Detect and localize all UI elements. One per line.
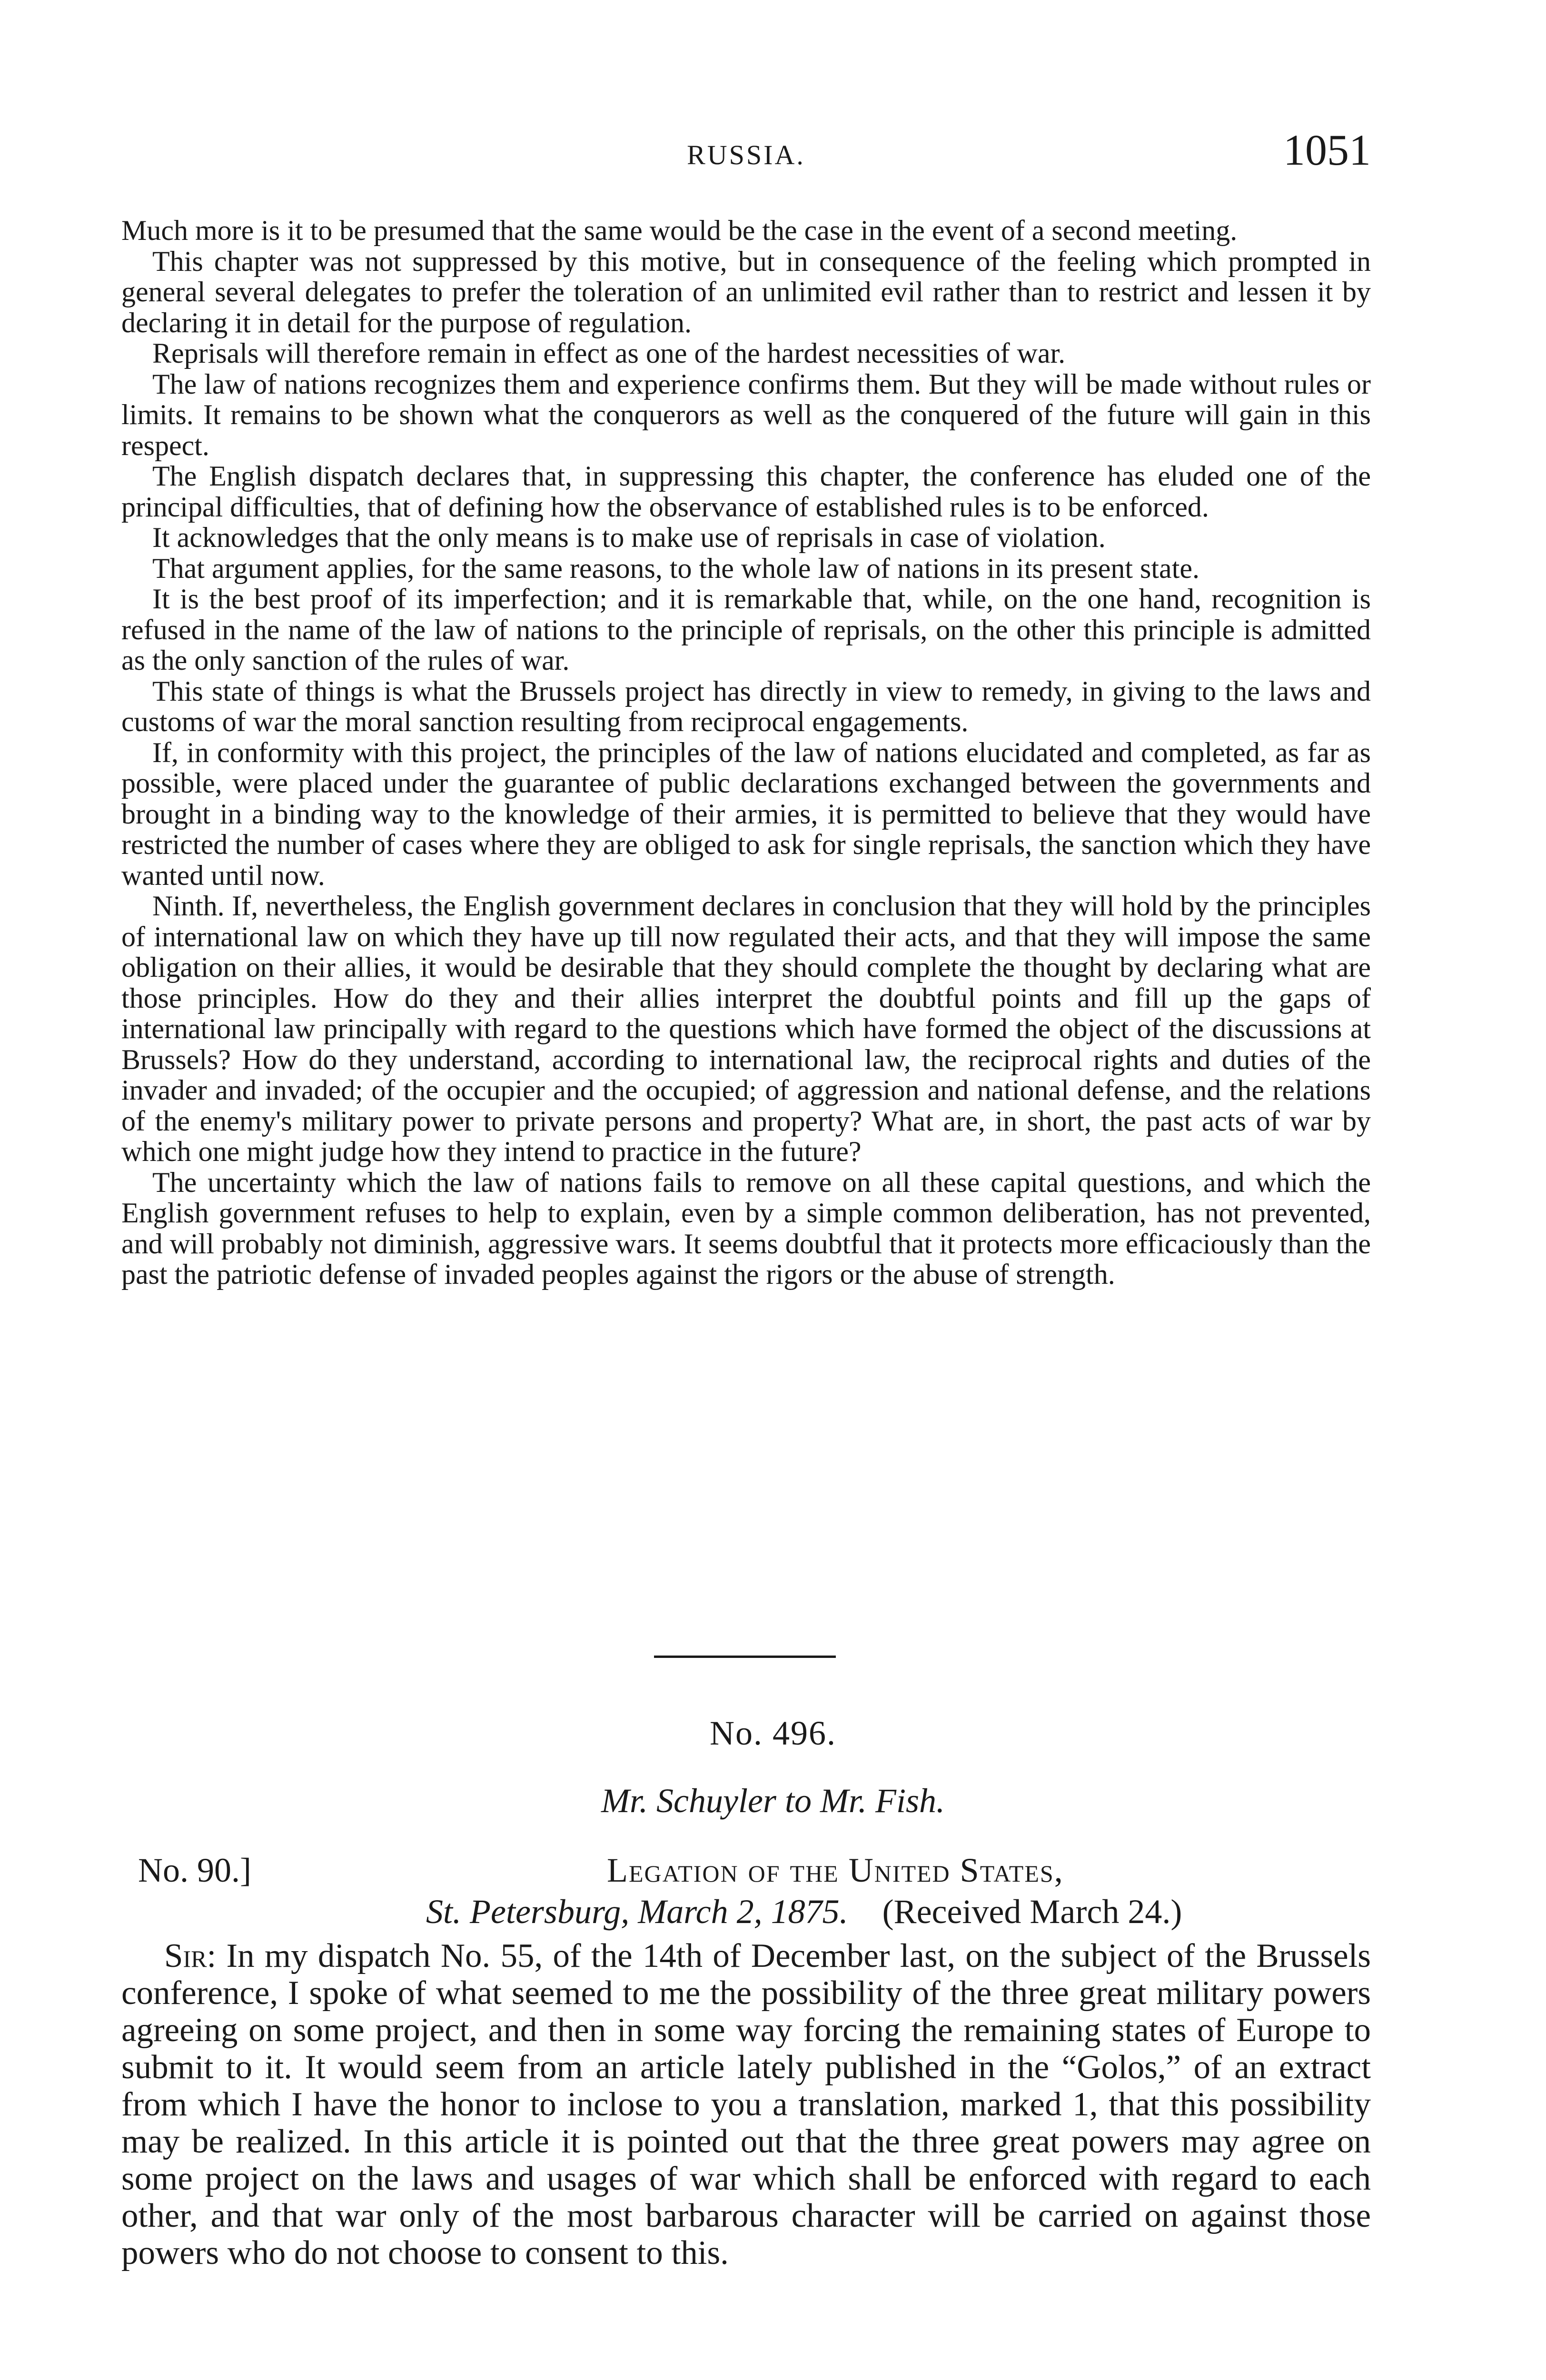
letter-body — [121, 1937, 1371, 2271]
place-and-date: St. Petersburg, March 2, 1875. — [426, 1893, 848, 1931]
paragraph: This chapter was not suppressed by this motive, but in consequence of the feeling which prompted in general several delegates to prefer the toleration of an unlimited evil rather than to restrict and lessen it by declaring it in detail for the purpose of regulation. — [121, 245, 1371, 338]
page-header — [121, 125, 1371, 177]
paragraph: Ninth. If, nevertheless, the English government declares in conclusion that they will hold by the principles of international law on which they have up till now regulated their acts, and that they will impose the same obligation on their allies, it would be desirable that they should complete the thought by declaring what are those principles. How do they and their allies interpret the doubtful points and fill up the gaps of international law principally with regard to the questions which have formed the object of the discussions at Brussels? How do they understand, according to international law, the reciprocal rights and duties of the invader and invaded; of the occupier and the occupied; of aggression and national defense, and the relations of the enemy's military power to private persons and property? What are, in short, the past acts of war by which one might judge how they intend to practice in the future? — [121, 890, 1371, 1167]
paragraph: Much more is it to be presumed that the same would be the case in the event of a second meeting. — [121, 215, 1238, 246]
salutation: Sir: — [164, 1937, 217, 1974]
paragraph: This state of things is what the Brussels project has directly in view to remedy, in giving to the laws and customs of war the moral sanction resulting from reciprocal engagements. — [121, 675, 1371, 737]
running-head: RUSSIA. — [687, 139, 805, 170]
paragraph: It is the best proof of its imperfection; and it is remarkable that, while, on the one hand, recognition is refused in the name of the law of nations to the principle of reprisals, on the other this principle is admitted as the only sanction of the rules of war. — [121, 583, 1371, 676]
correspondence-heading: Mr. Schuyler to Mr. Fish. — [601, 1782, 945, 1820]
dispatch-number: No. 90.] — [138, 1851, 251, 1889]
paragraph: The English dispatch declares that, in suppressing this chapter, the conference has eluded one of the principal difficulties, that of defining how the observance of established rules is to be enforced. — [121, 460, 1371, 523]
paragraph — [121, 1937, 1371, 2271]
received-date: (Received March 24.) — [882, 1893, 1182, 1931]
letter-text: In my dispatch No. 55, of the 14th of December last, on the subject of the Brussels conference, I spoke of what seemed to me the possibility of the three great military powers agreeing on some project, and then in some way forcing the remaining states of Europe to submit to it. It would seem from an article lately published in the “Golos,” of an extract from which I have the honor to inclose to you a translation, marked 1, that this possibility may be realized. In this article it is pointed out that the three great powers may agree on some project on the laws and usages of war which shall be enforced with regard to each other, and that war only of the most barbarous character will be carried on against those powers who do not choose to consent to this. — [121, 1937, 1371, 2271]
paragraph: Reprisals will therefore remain in effect as one of the hardest necessities of war. — [152, 337, 1066, 369]
legation-heading: Legation of the United States, — [607, 1851, 1064, 1889]
section-divider — [654, 1656, 836, 1658]
paragraph: The law of nations recognizes them and experience confirms them. But they will be made without rules or limits. It remains to be shown what the conquerors as well as the conquered of the future will gain in this respect. — [121, 368, 1371, 461]
paragraph: The uncertainty which the law of nations fails to remove on all these capital questions, and which the English government refuses to help to explain, even by a simple common deliberation, has not prevented, and will probably not diminish, aggressive wars. It seems doubtful that it protects more efficaciously than the past the patriotic defense of invaded peoples against the rigors or the abuse of strength. — [121, 1166, 1371, 1290]
preceding-document-text — [121, 215, 1371, 1290]
paragraph: That argument applies, for the same reasons, to the whole law of nations in its present state. — [152, 552, 1199, 584]
dateline — [426, 1892, 1182, 1932]
page-number: 1051 — [1283, 126, 1371, 174]
paragraph: If, in conformity with this project, the principles of the law of nations elucidated and completed, as far as possible, were placed under the guarantee of public declarations exchanged between the governments and brought in a binding way to the knowledge of their armies, it is permitted to believe that they would have restricted the number of cases where they are obliged to ask for single reprisals, the sanction which they have wanted until now. — [121, 736, 1371, 891]
paragraph: It acknowledges that the only means is to make use of reprisals in case of violation. — [152, 522, 1106, 553]
document-number: No. 496. — [710, 1714, 836, 1752]
